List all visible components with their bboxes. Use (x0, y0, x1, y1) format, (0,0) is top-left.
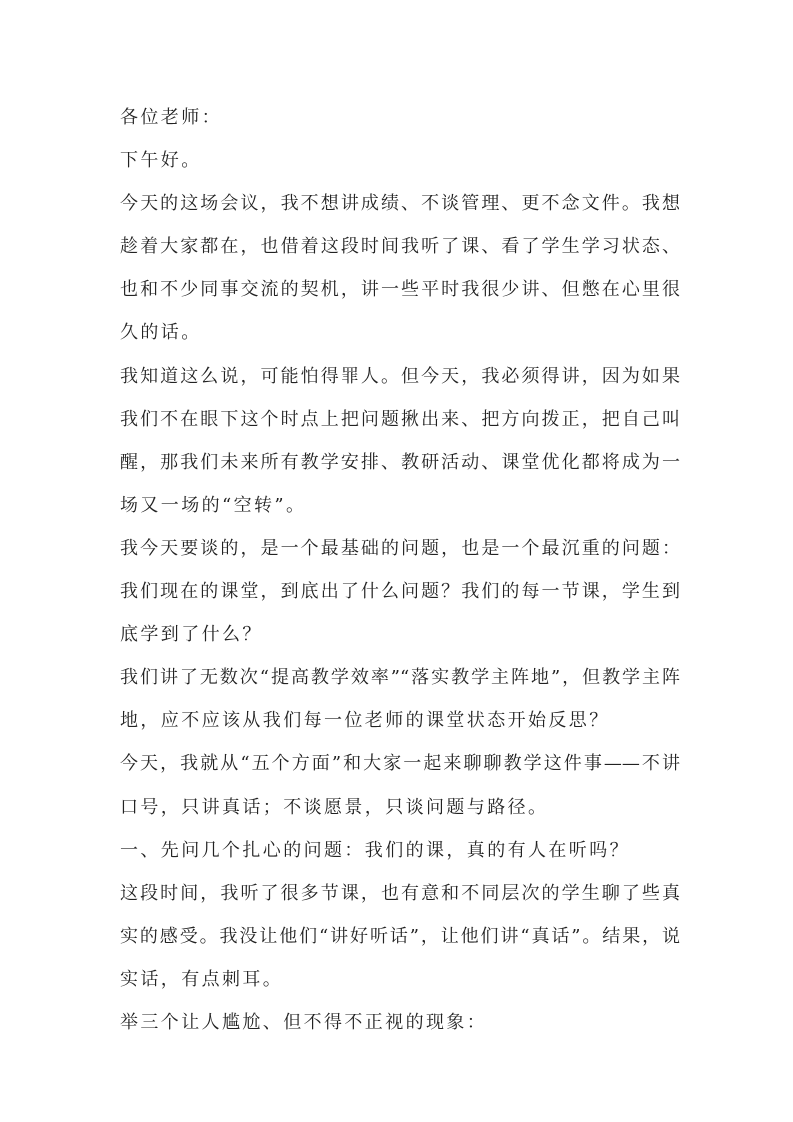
text-line: 久的话。 (120, 322, 202, 344)
text-line: 今天，我就从“五个方面”和大家一起来聊聊教学这件事——不讲 (120, 753, 680, 775)
text-line: 举三个让人尴尬、但不得不正视的现象： (120, 1011, 488, 1033)
text-line: 我今天要谈的，是一个最基础的问题，也是一个最沉重的问题： (120, 537, 680, 559)
text-line: 我们讲了无数次“提高教学效率”“落实教学主阵地”，但教学主阵 (120, 667, 680, 689)
text-line: 各位老师： (120, 107, 222, 128)
text-line: 下午好。 (120, 150, 202, 172)
text-line: 口号，只讲真话；不谈愿景，只谈问题与路径。 (120, 796, 549, 818)
text-line: 实的感受。我没让他们“讲好听话”，让他们讲“真话”。结果，说 (120, 925, 680, 947)
text-line: 地，应不应该从我们每一位老师的课堂状态开始反思？ (120, 710, 610, 732)
text-line: 醒，那我们未来所有教学安排、教研活动、课堂优化都将成为一 (120, 451, 680, 473)
text-line: 这段时间，我听了很多节课，也有意和不同层次的学生聊了些真 (120, 882, 680, 904)
text-line: 趁着大家都在，也借着这段时间我听了课、看了学生学习状态、 (120, 236, 680, 258)
text-line: 底学到了什么？ (120, 624, 263, 646)
text-line: 实话，有点刺耳。 (120, 968, 284, 990)
text-line: 我知道这么说，可能怕得罪人。但今天，我必须得讲，因为如果 (120, 365, 680, 387)
text-line: 场又一场的“空转”。 (120, 494, 307, 516)
text-line: 一、先问几个扎心的问题：我们的课，真的有人在听吗？ (120, 839, 630, 861)
text-line: 我们不在眼下这个时点上把问题揪出来、把方向拨正，把自己叫 (120, 408, 680, 430)
document-page (120, 96, 680, 1044)
text-line: 我们现在的课堂，到底出了什么问题？我们的每一节课，学生到 (120, 581, 680, 603)
text-line: 今天的这场会议，我不想讲成绩、不谈管理、更不念文件。我想 (120, 193, 680, 215)
text-line: 也和不少同事交流的契机，讲一些平时我很少讲、但憋在心里很 (120, 279, 680, 301)
